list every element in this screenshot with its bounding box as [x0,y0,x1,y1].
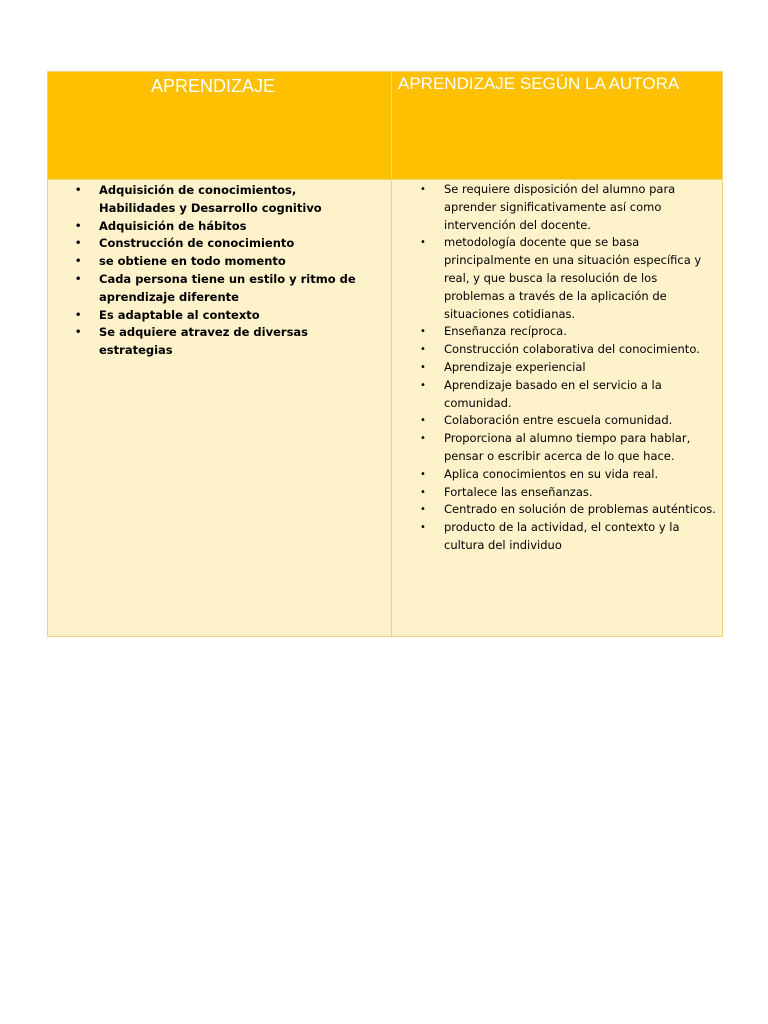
list-item-text: Colaboración entre escuela comunidad. [444,413,673,428]
list-item-text: Adquisición de hábitos [99,218,247,233]
right-column-cell [392,180,723,637]
list-item [420,519,718,555]
list-item [420,484,718,502]
body-row [48,180,723,637]
list-item-text: Centrado en solución de problemas auténticos. [444,502,716,517]
list-item-text: Fortalece las enseñanzas. [444,484,593,499]
list-item-text: Enseñanza recíproca. [444,324,567,339]
list-item [75,182,361,218]
list-item-text: se obtiene en todo momento [99,254,286,269]
bullet-icon: • [75,185,82,196]
bullet-icon: • [420,344,426,356]
list-item [420,377,718,413]
left-bullet-list [75,182,361,360]
list-item-text: Construcción colaborativa del conocimiento. [444,342,700,357]
header-row [48,72,723,180]
comparison-table [47,71,723,637]
list-item [75,235,361,253]
bullet-icon: • [420,504,426,516]
list-item [75,253,361,271]
bullet-icon: • [75,256,82,268]
list-item-text: metodología docente que se basa principalmente en una situación específica y real, y que busca la resolución de los problemas a través de la aplicación de situaciones cotidianas. [444,235,702,321]
list-item [75,271,361,307]
list-item-text: Aprendizaje experiencial [444,359,586,374]
list-item [420,181,718,234]
bullet-icon: • [420,468,426,480]
bullet-icon: • [420,433,426,445]
list-item [420,466,718,484]
list-item-text: Aprendizaje basado en el servicio a la comunidad. [444,377,662,410]
bullet-icon: • [420,184,426,195]
list-item-text: Es adaptable al contexto [99,307,260,322]
bullet-icon: • [75,327,82,339]
list-item-text: Se requiere disposición del alumno para aprender significativamente así como intervención del docente. [444,182,676,232]
list-item [420,430,718,466]
bullet-icon: • [420,486,426,498]
bullet-icon: • [420,415,426,427]
list-item [420,341,718,359]
list-item [420,501,718,519]
bullet-icon: • [75,238,82,250]
left-column-cell [48,180,392,637]
list-item-text: Aplica conocimientos en su vida real. [444,466,659,481]
list-item [420,359,718,377]
list-item [420,412,718,430]
bullet-icon: • [420,237,426,249]
bullet-icon: • [75,309,82,321]
bullet-icon: • [75,220,82,232]
list-item-text: producto de la actividad, el contexto y la cultura del individuo [444,520,680,552]
list-item [75,218,361,236]
header-aprendizaje-segun-autora: APRENDIZAJE SEGÚN LA AUTORA [392,72,723,180]
list-item-text: Se adquiere atravez de diversas estrategias [99,325,309,358]
bullet-icon: • [420,522,426,534]
header-aprendizaje: APRENDIZAJE [48,72,392,180]
right-bullet-list [420,181,718,555]
bullet-icon: • [420,326,426,338]
list-item-text: Adquisición de conocimientos, Habilidades y Desarrollo cognitivo [99,183,322,215]
list-item-text: Construcción de conocimiento [99,236,295,251]
list-item [75,307,361,325]
bullet-icon: • [75,273,82,285]
bullet-icon: • [420,361,426,373]
list-item [75,324,361,360]
list-item-text: Proporciona al alumno tiempo para hablar, pensar o escribir acerca de lo que hace. [444,431,691,463]
list-item-text: Cada persona tiene un estilo y ritmo de aprendizaje diferente [99,271,356,304]
bullet-icon: • [420,379,426,391]
list-item [420,323,718,341]
list-item [420,234,718,323]
